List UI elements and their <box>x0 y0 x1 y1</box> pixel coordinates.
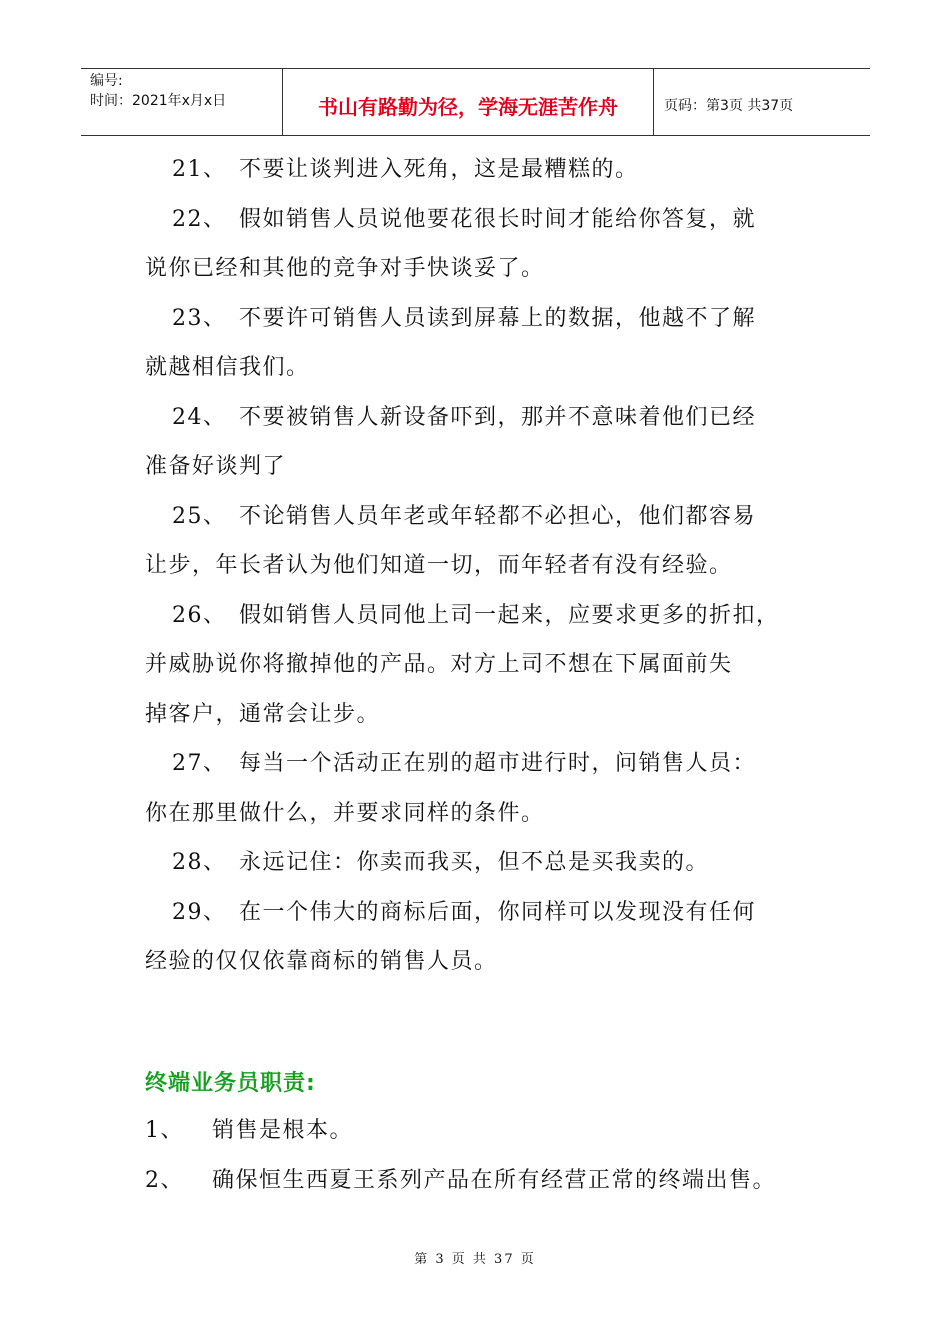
list-item-line <box>145 548 733 579</box>
item-text: 说你已经和其他的竞争对手快谈妥了。 <box>145 256 545 281</box>
item-text: 并威胁说你将撤掉他的产品。对方上司不想在下属面前失 <box>145 652 733 677</box>
item-number: 25、 <box>172 503 227 529</box>
item-text: 每当一个活动正在别的超市进行时，问销售人员： <box>239 751 757 776</box>
item-text: 就越相信我们。 <box>145 355 310 380</box>
item-text: 假如销售人员同他上司一起来，应要求更多的折扣， <box>239 602 780 628</box>
item-number: 24、 <box>172 404 227 430</box>
duty-number: 1、 <box>145 1118 184 1143</box>
list-item-line <box>172 598 780 629</box>
item-number: 26、 <box>172 602 227 628</box>
page-footer: 第 3 页 共 37 页 <box>414 1252 536 1267</box>
duty-item <box>145 1163 776 1194</box>
item-number: 22、 <box>172 206 227 232</box>
duty-number: 2、 <box>145 1168 184 1193</box>
item-text: 在一个伟大的商标后面，你同样可以发现没有任何 <box>239 899 757 925</box>
header-right-cell <box>654 69 870 135</box>
list-item-line <box>172 301 756 332</box>
list-item-line <box>145 647 733 678</box>
item-text: 不要被销售人新设备吓到，那并不意味着他们已经 <box>239 404 757 430</box>
list-item-line <box>172 400 756 431</box>
code-label: 编号: <box>90 73 123 89</box>
motto: 书山有路勤为径，学海无涯苦作舟 <box>318 95 618 119</box>
page-info: 页码：第3页 共37页 <box>664 98 794 114</box>
item-number: 27、 <box>172 751 227 776</box>
item-number: 28、 <box>172 850 227 875</box>
item-text: 不要让谈判进入死角，这是最糟糕的。 <box>239 157 639 182</box>
list-item-line <box>145 350 310 381</box>
item-text: 不要许可销售人员读到屏幕上的数据，他越不了解 <box>239 305 757 331</box>
list-item-line <box>172 499 756 530</box>
list-item-line <box>145 796 545 827</box>
header-left-cell <box>81 69 283 135</box>
item-text: 假如销售人员说他要花很长时间才能给你答复，就 <box>239 206 757 232</box>
item-number: 29、 <box>172 899 227 925</box>
list-item-line <box>145 449 286 480</box>
header-table <box>81 68 870 136</box>
date-label: 时间：2021年x月x日 <box>90 93 227 109</box>
list-item-line <box>172 845 709 876</box>
duty-text: 销售是根本。 <box>212 1118 354 1143</box>
item-number: 21、 <box>172 157 227 182</box>
item-text: 不论销售人员年老或年轻都不必担心，他们都容易 <box>239 503 757 529</box>
duty-text: 确保恒生西夏王系列产品在所有经营正常的终端出售。 <box>212 1168 777 1193</box>
list-item-line <box>172 895 756 926</box>
list-item-line <box>172 202 756 233</box>
list-item-line <box>145 697 380 728</box>
section-title: 终端业务员职责: <box>145 1071 316 1096</box>
item-text: 经验的仅仅依靠商标的销售人员。 <box>145 949 498 974</box>
item-text: 你在那里做什么，并要求同样的条件。 <box>145 800 545 826</box>
list-item-line <box>145 944 498 975</box>
item-number: 23、 <box>172 305 227 331</box>
duty-item <box>145 1113 353 1144</box>
header-center-cell <box>283 69 654 135</box>
item-text: 准备好谈判了 <box>145 454 287 479</box>
list-item-line <box>172 746 756 777</box>
list-item-line <box>145 251 545 282</box>
item-text: 掉客户，通常会让步。 <box>145 701 381 727</box>
item-text: 让步，年长者认为他们知道一切，而年轻者有没有经验。 <box>145 553 733 578</box>
list-item-line <box>172 152 639 183</box>
item-text: 永远记住：你卖而我买，但不总是买我卖的。 <box>239 850 710 875</box>
